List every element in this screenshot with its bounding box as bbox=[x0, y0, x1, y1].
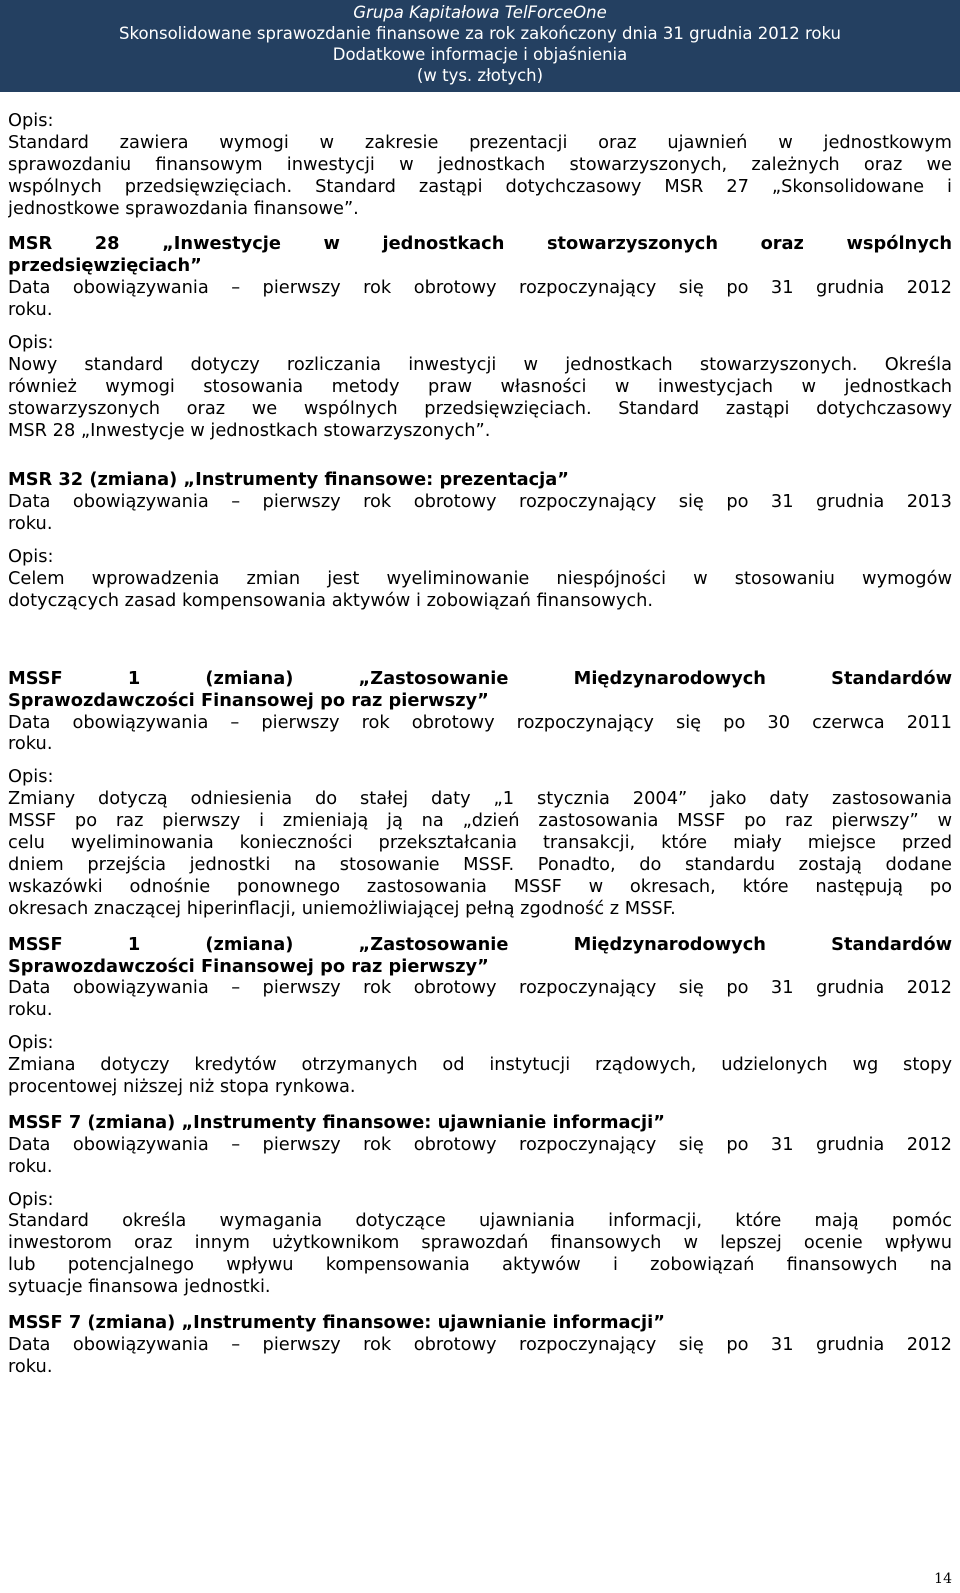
section-date: roku. bbox=[8, 733, 53, 755]
section-title: MSSF 7 (zmiana) „Instrumenty finansowe: ujawnianie informacji” bbox=[8, 1111, 665, 1133]
section-desc: Zmiana dotyczy kredytów otrzymanych od instytucji rządowych, udzielonych wg stopy bbox=[8, 1054, 952, 1076]
section-date: Data obowiązywania – pierwszy rok obrotowy rozpoczynający się po 31 grudnia 2012 bbox=[8, 277, 952, 299]
section-opis-label: Opis: bbox=[8, 1188, 54, 1210]
section-title: przedsięwzięciach” bbox=[8, 255, 202, 277]
section-desc: stowarzyszonych oraz we wspólnych przedsięwzięciach. Standard zastąpi dotychczasowy bbox=[8, 397, 952, 419]
section-desc: celu wyeliminowania konieczności przekształcania transakcji, które miały miejsce przed bbox=[8, 832, 952, 854]
section-date: roku. bbox=[8, 999, 53, 1021]
section-date: Data obowiązywania – pierwszy rok obrotowy rozpoczynający się po 31 grudnia 2012 bbox=[8, 1133, 952, 1155]
section-desc: MSSF po raz pierwszy i zmieniają ją na „dzień zastosowania MSSF po raz pierwszy” w bbox=[8, 810, 952, 832]
section-desc: procentowej niższej niż stopa rynkowa. bbox=[8, 1075, 356, 1097]
section-date: Data obowiązywania – pierwszy rok obrotowy rozpoczynający się po 31 grudnia 2013 bbox=[8, 491, 952, 513]
document-body bbox=[8, 110, 952, 1378]
section-opis-label: Opis: bbox=[8, 546, 54, 568]
section-date: Data obowiązywania – pierwszy rok obrotowy rozpoczynający się po 31 grudnia 2012 bbox=[8, 1333, 952, 1355]
intro-line: sprawozdaniu finansowym inwestycji w jednostkach stowarzyszonych, zależnych oraz we bbox=[8, 153, 952, 175]
section-desc: Nowy standard dotyczy rozliczania inwestycji w jednostkach stowarzyszonych. Określa bbox=[8, 353, 952, 375]
section-title: MSSF 1 (zmiana) „Zastosowanie Międzynarodowych Standardów bbox=[8, 667, 952, 689]
section-opis-label: Opis: bbox=[8, 766, 54, 788]
section-date: roku. bbox=[8, 1355, 53, 1377]
header-units: (w tys. złotych) bbox=[416, 66, 544, 85]
section-desc: sytuacje finansowa jednostki. bbox=[8, 1276, 271, 1298]
section-desc: wskazówki odnośnie ponownego zastosowania MSSF w okresach, które następują po bbox=[8, 875, 952, 897]
intro-line: wspólnych przedsięwzięciach. Standard zastąpi dotychczasowy MSR 27 „Skonsolidowane i bbox=[8, 175, 952, 197]
intro-line: Standard zawiera wymogi w zakresie prezentacji oraz ujawnień w jednostkowym bbox=[8, 131, 952, 153]
section-desc: dniem przejścia jednostki na stosowanie MSSF. Ponadto, do standardu zostają dodane bbox=[8, 853, 952, 875]
section-opis-label: Opis: bbox=[8, 1032, 54, 1054]
section-desc: lub potencjalnego wpływu kompensowania aktywów i zobowiązań finansowych na bbox=[8, 1254, 952, 1276]
section-desc: Celem wprowadzenia zmian jest wyeliminowanie niespójności w stosowaniu wymogów bbox=[8, 568, 952, 590]
section-date: roku. bbox=[8, 1155, 53, 1177]
header-section: Dodatkowe informacje i objaśnienia bbox=[332, 45, 628, 64]
section-title: Sprawozdawczości Finansowej po raz pierwszy” bbox=[8, 689, 489, 711]
page-header bbox=[0, 0, 960, 92]
intro-opis-label: Opis: bbox=[8, 110, 54, 131]
section-title: MSSF 7 (zmiana) „Instrumenty finansowe: ujawnianie informacji” bbox=[8, 1311, 665, 1333]
section-desc: dotyczących zasad kompensowania aktywów i zobowiązań finansowych. bbox=[8, 589, 654, 611]
section-date: Data obowiązywania – pierwszy rok obrotowy rozpoczynający się po 30 czerwca 2011 bbox=[8, 711, 952, 733]
intro-line: jednostkowe sprawozdania finansowe”. bbox=[8, 197, 359, 219]
section-title: Sprawozdawczości Finansowej po raz pierwszy” bbox=[8, 955, 489, 977]
section-desc: Zmiany dotyczą odniesienia do stałej daty „1 stycznia 2004” jako daty zastosowania bbox=[8, 788, 952, 810]
section-desc: okresach znaczącej hiperinflacji, uniemożliwiającej pełną zgodność z MSSF. bbox=[8, 897, 676, 919]
section-desc: również wymogi stosowania metody praw własności w inwestycjach w jednostkach bbox=[8, 375, 952, 397]
section-desc: Standard określa wymagania dotyczące ujawniania informacji, które mają pomóc bbox=[8, 1210, 952, 1232]
section-date: Data obowiązywania – pierwszy rok obrotowy rozpoczynający się po 31 grudnia 2012 bbox=[8, 977, 952, 999]
section-opis-label: Opis: bbox=[8, 332, 54, 354]
section-title: MSSF 1 (zmiana) „Zastosowanie Międzynarodowych Standardów bbox=[8, 933, 952, 955]
section-desc: MSR 28 „Inwestycje w jednostkach stowarzyszonych”. bbox=[8, 419, 491, 441]
header-company: Grupa Kapitałowa TelForceOne bbox=[353, 3, 607, 22]
section-desc: inwestorom oraz innym użytkownikom sprawozdań finansowych w lepszej ocenie wpływu bbox=[8, 1232, 952, 1254]
section-date: roku. bbox=[8, 513, 53, 535]
section-date: roku. bbox=[8, 299, 53, 321]
page-number: 14 bbox=[934, 1571, 952, 1587]
section-title: MSR 32 (zmiana) „Instrumenty finansowe: prezentacja” bbox=[8, 469, 569, 491]
header-report-title: Skonsolidowane sprawozdanie finansowe za rok zakończony dnia 31 grudnia 2012 roku bbox=[119, 24, 841, 43]
section-title: MSR 28 „Inwestycje w jednostkach stowarzyszonych oraz wspólnych bbox=[8, 233, 952, 255]
